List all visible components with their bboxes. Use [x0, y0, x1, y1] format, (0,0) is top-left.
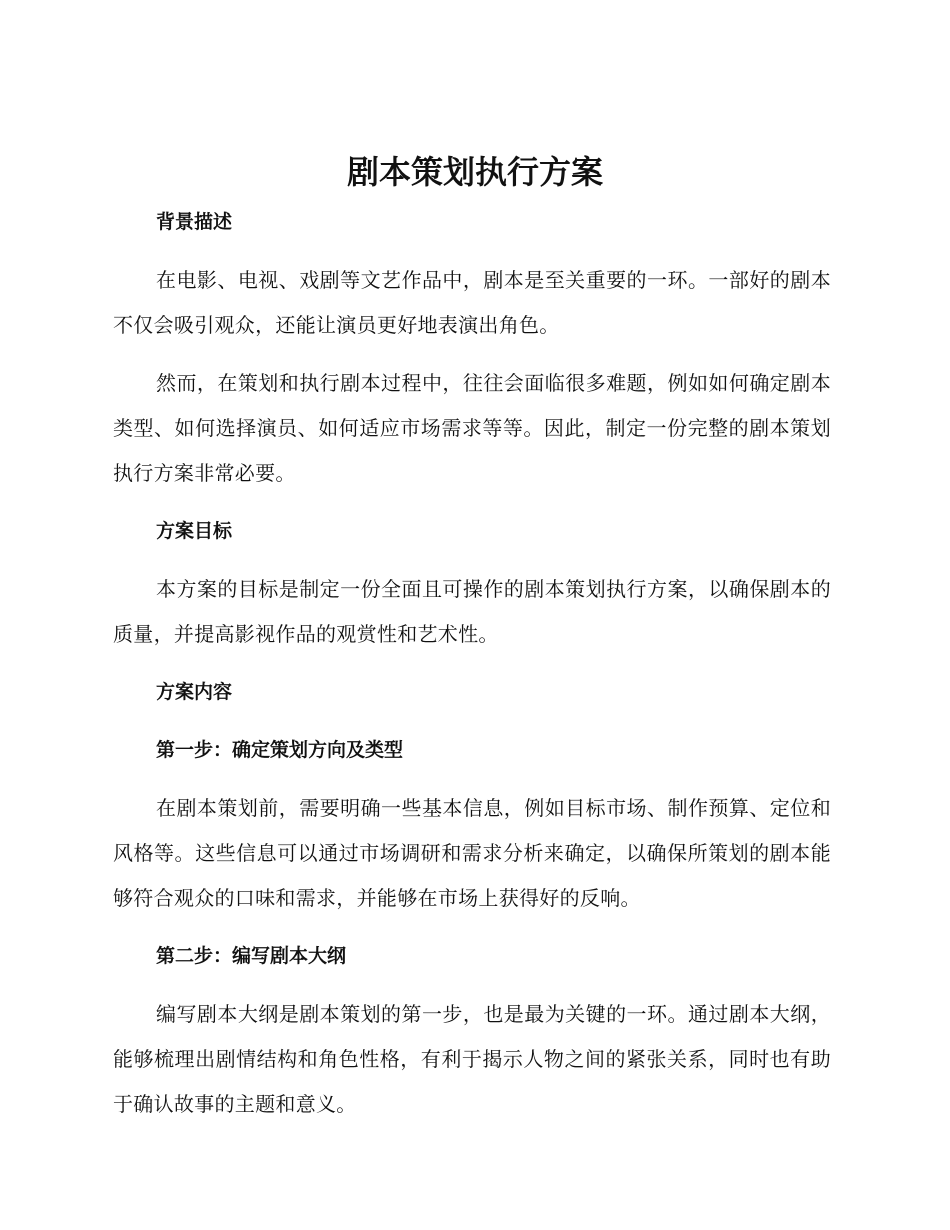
section-heading-content: 方案内容 — [156, 681, 233, 703]
goal-paragraph-1: 本方案的目标是制定一份全面且可操作的剧本策划执行方案，以确保剧本的质量，并提高影视作品的观赏性和艺术性。 — [113, 577, 831, 646]
document-title: 剧本策划执行方案 — [346, 153, 603, 191]
background-paragraph-1: 在电影、电视、戏剧等文艺作品中，剧本是至关重要的一环。一部好的剧本不仅会吸引观众，还能让演员更好地表演出角色。 — [113, 268, 831, 337]
section-heading-step2: 第二步：编写剧本大纲 — [156, 945, 347, 967]
section-heading-step1: 第一步：确定策划方向及类型 — [156, 739, 404, 761]
section-heading-goal: 方案目标 — [156, 520, 233, 542]
background-paragraph-2: 然而，在策划和执行剧本过程中，往往会面临很多难题，例如如何确定剧本类型、如何选择演员、如何适应市场需求等等。因此，制定一份完整的剧本策划执行方案非常必要。 — [113, 371, 831, 485]
section-heading-background: 背景描述 — [156, 211, 233, 233]
document-body — [113, 200, 831, 1140]
step1-paragraph-1: 在剧本策划前，需要明确一些基本信息，例如目标市场、制作预算、定位和风格等。这些信息可以通过市场调研和需求分析来确定，以确保所策划的剧本能够符合观众的口味和需求，并能够在市场上获得好的反响。 — [113, 796, 831, 910]
step2-paragraph-1: 编写剧本大纲是剧本策划的第一步，也是最为关键的一环。通过剧本大纲，能够梳理出剧情结构和角色性格，有利于揭示人物之间的紧张关系，同时也有助于确认故事的主题和意义。 — [113, 1002, 831, 1116]
